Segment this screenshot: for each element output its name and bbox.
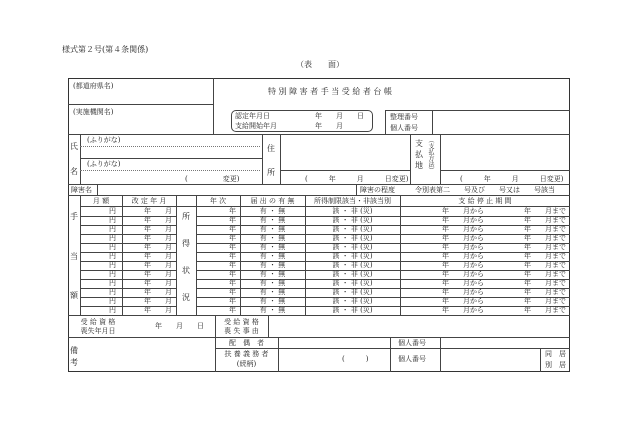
suspend-from-cell: 年 月から — [442, 234, 484, 242]
remarks-label-1: 備 — [70, 346, 78, 355]
report-cell: 有 ・ 無 — [259, 252, 286, 260]
suspend-from-cell: 年 月から — [442, 288, 484, 296]
payplace-char-1: 支 — [415, 139, 423, 148]
report-cell: 有 ・ 無 — [259, 279, 286, 287]
loss-label-2: 喪失年月日 — [80, 327, 116, 335]
income-limit-cell: 該 ・ 非 (災) — [332, 270, 373, 278]
allowance-label-2: 当 — [70, 252, 78, 261]
suspend-from-cell: 年 月から — [442, 261, 484, 269]
col-suspension: 支 給 停 止 期 間 — [458, 197, 512, 205]
revision-cell: 年 月 — [144, 243, 172, 251]
suspend-until-cell: 年 月まで — [524, 207, 566, 215]
dependent-paren: ( ) — [342, 355, 369, 363]
col-revision: 改 定 年 月 — [131, 197, 167, 205]
month-amount-cell: 円 — [109, 207, 116, 215]
spouse-personal-no-label: 個人番号 — [398, 339, 426, 347]
payplace-char-3: 地 — [415, 161, 423, 170]
suspend-until-cell: 年 月まで — [524, 279, 566, 287]
income-limit-cell: 該 ・ 非 (災) — [332, 297, 373, 305]
month-amount-cell: 円 — [109, 252, 116, 260]
cohabit-label: 同 居 — [545, 350, 566, 358]
report-cell: 有 ・ 無 — [259, 288, 286, 296]
revision-cell: 年 月 — [144, 207, 172, 215]
dependent-personal-no-label: 個人番号 — [398, 355, 426, 363]
name-change: ( 変更) — [185, 175, 240, 183]
col-year: 年 次 — [209, 197, 227, 205]
payplace-sub: （支払方法） — [427, 137, 434, 173]
institution-label: (実施機関名) — [73, 108, 114, 116]
suspend-until-cell: 年 月まで — [524, 243, 566, 251]
income-limit-cell: 該 ・ 非 (災) — [332, 252, 373, 260]
loss-date: 年 月 日 — [155, 322, 204, 330]
loss-label-1: 受 給 資 格 — [80, 318, 116, 326]
name-label-1: 氏 — [70, 142, 78, 151]
income-status-3: 状 — [182, 266, 190, 275]
report-cell: 有 ・ 無 — [259, 225, 286, 233]
income-limit-cell: 該 ・ 非 (災) — [332, 234, 373, 242]
suspend-from-cell: 年 月から — [442, 279, 484, 287]
ordinance-label: 令別表第二 号及び 号又は 号該当 — [415, 186, 555, 194]
month-amount-cell: 円 — [109, 279, 116, 287]
suspend-until-cell: 年 月まで — [524, 216, 566, 224]
revision-cell: 年 月 — [144, 252, 172, 260]
name-label-2: 名 — [70, 167, 78, 176]
year-cell: 年 — [229, 261, 236, 269]
suspend-from-cell: 年 月から — [442, 297, 484, 305]
address-label-1: 住 — [267, 144, 275, 153]
prefecture-label: (都道府県名) — [73, 82, 114, 90]
month-amount-cell: 円 — [109, 261, 116, 269]
address-change: ( 年 月 日変更) — [305, 175, 409, 183]
suspend-from-cell: 年 月から — [442, 225, 484, 233]
personal-no-label: 個人番号 — [390, 124, 418, 132]
suspend-until-cell: 年 月まで — [524, 261, 566, 269]
year-cell: 年 — [229, 216, 236, 224]
disability-name-label: 障害名 — [71, 186, 92, 194]
remarks-label-2: 考 — [70, 358, 78, 367]
reg-no-label: 整理番号 — [390, 113, 418, 121]
address-label-2: 所 — [267, 168, 275, 177]
year-cell: 年 — [229, 207, 236, 215]
suspend-until-cell: 年 月まで — [524, 234, 566, 242]
report-cell: 有 ・ 無 — [259, 216, 286, 224]
cert-date-value: 年 月 日 — [315, 112, 364, 120]
col-report: 届 出 の 有 無 — [250, 197, 295, 205]
year-cell: 年 — [229, 243, 236, 251]
revision-cell: 年 月 — [144, 270, 172, 278]
suspend-until-cell: 年 月まで — [524, 252, 566, 260]
payplace-change: ( 年 月 日変更) — [460, 175, 564, 183]
suspend-until-cell: 年 月まで — [524, 288, 566, 296]
col-month-amount: 月 額 — [92, 197, 110, 205]
month-amount-cell: 円 — [109, 234, 116, 242]
income-limit-cell: 該 ・ 非 (災) — [332, 306, 373, 314]
month-amount-cell: 円 — [109, 297, 116, 305]
suspend-from-cell: 年 月から — [442, 243, 484, 251]
suspend-from-cell: 年 月から — [442, 306, 484, 314]
revision-cell: 年 月 — [144, 288, 172, 296]
revision-cell: 年 月 — [144, 234, 172, 242]
separate-label: 別 居 — [545, 361, 566, 369]
month-amount-cell: 円 — [109, 225, 116, 233]
income-limit-cell: 該 ・ 非 (災) — [332, 288, 373, 296]
income-limit-cell: 該 ・ 非 (災) — [332, 216, 373, 224]
suspend-from-cell: 年 月から — [442, 252, 484, 260]
suspend-from-cell: 年 月から — [442, 216, 484, 224]
page-title: 特 別 障 害 者 手 当 受 給 者 台 帳 — [268, 87, 392, 96]
pay-start-label: 支給開始年月 — [235, 122, 277, 130]
year-cell: 年 — [229, 288, 236, 296]
furigana-2: (ふりがな) — [87, 160, 121, 168]
revision-cell: 年 月 — [144, 306, 172, 314]
allowance-label-3: 額 — [70, 291, 78, 300]
year-cell: 年 — [229, 279, 236, 287]
revision-cell: 年 月 — [144, 279, 172, 287]
month-amount-cell: 円 — [109, 216, 116, 224]
year-cell: 年 — [229, 270, 236, 278]
suspend-from-cell: 年 月から — [442, 270, 484, 278]
revision-cell: 年 月 — [144, 261, 172, 269]
report-cell: 有 ・ 無 — [259, 234, 286, 242]
suspend-until-cell: 年 月まで — [524, 225, 566, 233]
income-limit-cell: 該 ・ 非 (災) — [332, 207, 373, 215]
report-cell: 有 ・ 無 — [259, 207, 286, 215]
cert-date-label: 認定年月日 — [235, 112, 270, 120]
disability-degree-label: 障害の程度 — [360, 186, 395, 194]
dependent-relation: (続柄) — [236, 360, 257, 368]
report-cell: 有 ・ 無 — [259, 261, 286, 269]
revision-cell: 年 月 — [144, 225, 172, 233]
income-limit-cell: 該 ・ 非 (災) — [332, 279, 373, 287]
income-status-1: 所 — [182, 212, 190, 221]
spouse-label: 配 偶 者 — [229, 339, 264, 347]
year-cell: 年 — [229, 234, 236, 242]
year-cell: 年 — [229, 225, 236, 233]
month-amount-cell: 円 — [109, 243, 116, 251]
report-cell: 有 ・ 無 — [259, 243, 286, 251]
suspend-from-cell: 年 月から — [442, 207, 484, 215]
report-cell: 有 ・ 無 — [259, 270, 286, 278]
income-limit-cell: 該 ・ 非 (災) — [332, 261, 373, 269]
month-amount-cell: 円 — [109, 288, 116, 296]
suspend-until-cell: 年 月まで — [524, 297, 566, 305]
income-limit-cell: 該 ・ 非 (災) — [332, 225, 373, 233]
payplace-char-2: 払 — [415, 150, 423, 159]
loss-reason-label-1: 受 給 資 格 — [224, 318, 259, 326]
income-limit-cell: 該 ・ 非 (災) — [332, 243, 373, 251]
report-cell: 有 ・ 無 — [259, 297, 286, 305]
month-amount-cell: 円 — [109, 270, 116, 278]
allowance-label-1: 手 — [70, 212, 78, 221]
year-cell: 年 — [229, 252, 236, 260]
payplace-label — [414, 138, 424, 171]
dependent-label: 扶 養 義 務 者 — [224, 350, 269, 358]
furigana-1: (ふりがな) — [87, 136, 121, 144]
side-label: （表 面） — [296, 60, 344, 69]
income-status-4: 況 — [182, 293, 190, 302]
suspend-until-cell: 年 月まで — [524, 270, 566, 278]
report-cell: 有 ・ 無 — [259, 306, 286, 314]
year-cell: 年 — [229, 297, 236, 305]
revision-cell: 年 月 — [144, 216, 172, 224]
year-cell: 年 — [229, 306, 236, 314]
col-income-limit: 所得制限該当・非該当別 — [314, 197, 391, 205]
month-amount-cell: 円 — [109, 306, 116, 314]
revision-cell: 年 月 — [144, 297, 172, 305]
income-status-2: 得 — [182, 239, 190, 248]
suspend-until-cell: 年 月まで — [524, 306, 566, 314]
form-number: 様式第２号(第４条関係) — [62, 45, 149, 54]
pay-start-value: 年 月 — [315, 122, 343, 130]
loss-reason-label-2: 喪 失 事 由 — [224, 327, 259, 335]
